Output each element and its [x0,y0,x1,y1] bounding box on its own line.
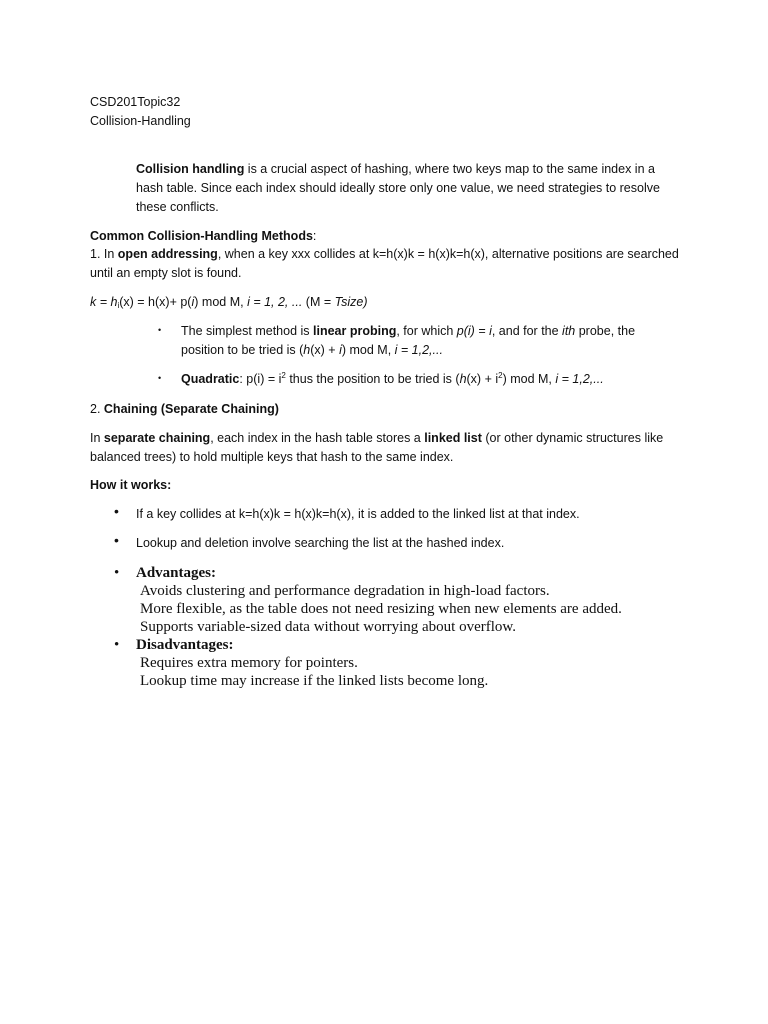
disadvantages-section [136,636,696,690]
disadvantage-line: Requires extra memory for pointers. [140,655,358,671]
open-addressing-paragraph: 1. In open addressing, when a key xxx collides at k=h(x)k = h(x)k=h(x), alternative positions are searched until an empty slot is found. [90,247,679,280]
advantage-line: More flexible, as the table does not need resizing when new elements are added. [140,601,622,617]
bullet-marker: • [114,637,120,653]
disadvantages-title: Disadvantages: [136,637,234,653]
disadvantage-line: Lookup time may increase if the linked lists become long. [140,673,489,689]
bullet-marker: • [114,532,119,548]
bullet-marker: • [158,325,162,335]
probe-formula: $k = h_i(x) = h(x)+ p(i)$ mod M, i = 1, 2, ... (M = Tsize) [90,295,368,310]
course-code: CSD201Topic32 [90,95,181,109]
list-item: Lookup and deletion involve searching the list at the hashed index. [136,536,505,550]
chaining-heading: 2. Chaining (Separate Chaining) [90,402,279,416]
quadratic-probing-item: Quadratic: $p(i) = i^2$ thus the position to be tried is $(h(x) + i^2)$ mod M, i = 1,2,... [181,371,604,386]
bullet-marker: • [114,503,119,519]
advantages-title: Advantages: [136,565,217,581]
advantages-section [136,564,696,636]
intro-paragraph: Collision handling is a crucial aspect of hashing, where two keys map to the same index in a hash table. Since each index should ideally store only one value, we need strategies to resolve these conflicts. [136,162,660,214]
bullet-marker: • [114,565,120,581]
advantage-line: Supports variable-sized data without worrying about overflow. [140,619,517,635]
how-it-works-heading: How it works: [90,478,172,492]
advantage-line: Avoids clustering and performance degradation in high-load factors. [140,583,550,599]
list-item: If a key collides at k=h(x)k = h(x)k=h(x), it is added to the linked list at that index. [136,507,580,521]
topic-title: Collision-Handling [90,114,191,128]
chaining-paragraph: In separate chaining, each index in the hash table stores a linked list (or other dynamic structures like balanced trees) to hold multiple keys that hash to the same index. [90,431,664,464]
bullet-marker: • [158,373,162,383]
linear-probing-item: The simplest method is linear probing, for which p(i) = i, and for the ith probe, the position to be tried is (h(x) + i) mod M, i = 1,2,... [181,324,636,357]
methods-heading: Common Collision-Handling Methods: [90,229,317,243]
